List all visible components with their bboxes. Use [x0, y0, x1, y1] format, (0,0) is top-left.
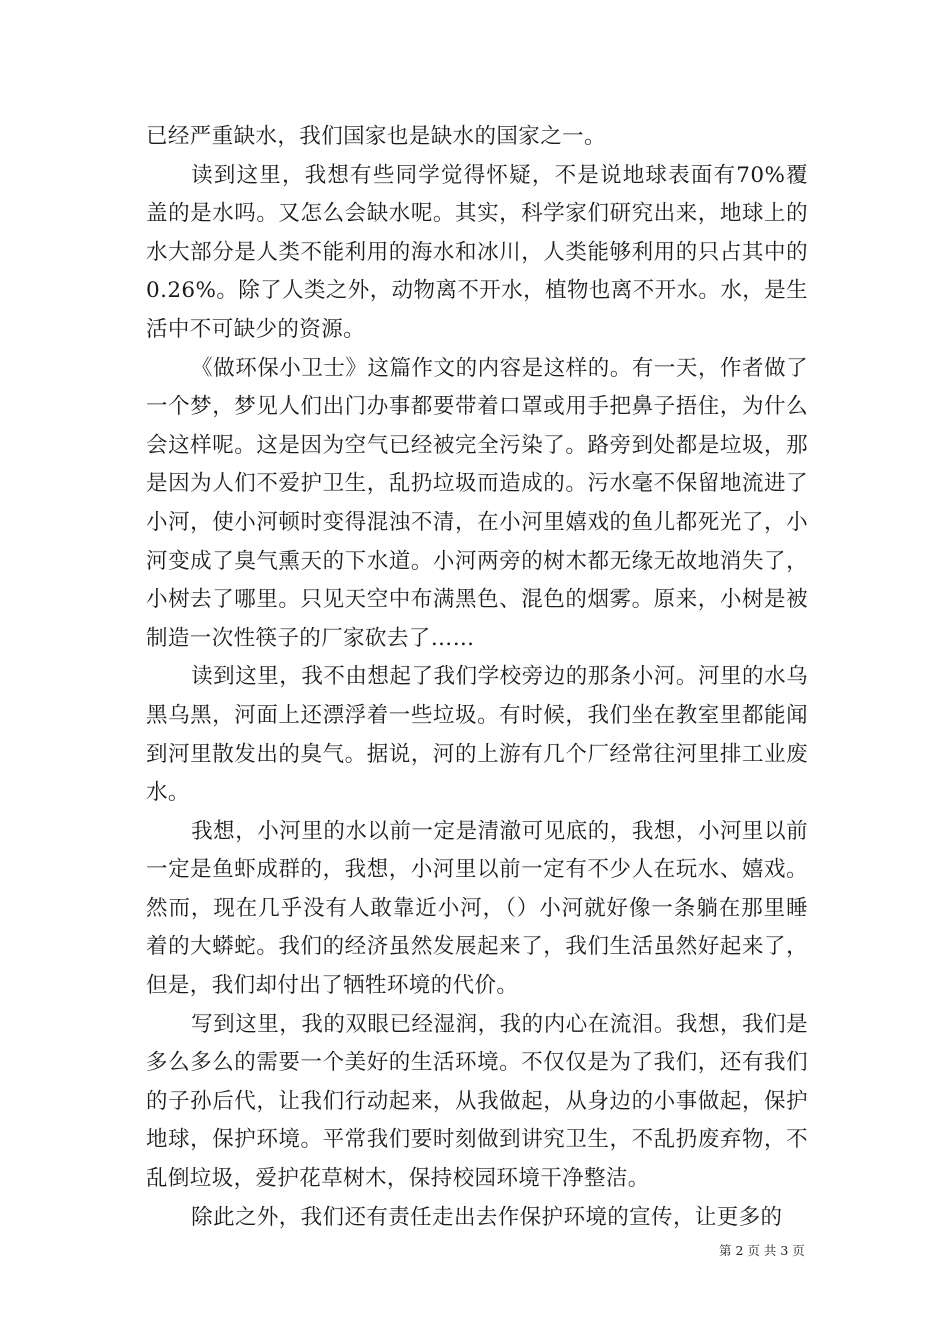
paragraph: 读到这里，我想有些同学觉得怀疑，不是说地球表面有70%覆盖的是水吗。又怎么会缺水呢。其实，科学家们研究出来，地球上的水大部分是人类不能利用的海水和冰川，人类能够利用的只占其中的0.26%。除了人类之外，动物离不开水，植物也离不开水。水，是生活中不可缺少的资源。 [146, 162, 808, 342]
paragraph: 我想，小河里的水以前一定是清澈可见底的，我想，小河里以前一定是鱼虾成群的，我想，小河里以前一定有不少人在玩水、嬉戏。然而，现在几乎没有人敢靠近小河，（）小河就好像一条躺在那里睡着的大蟒蛇。我们的经济虽然发展起来了，我们生活虽然好起来了，但是，我们却付出了牺牲环境的代价。 [146, 818, 808, 999]
paragraph: 写到这里，我的双眼已经湿润，我的内心在流泪。我想，我们是多么多么的需要一个美好的生活环境。不仅仅是为了我们，还有我们的子孙后代，让我们行动起来，从我做起，从身边的小事做起，保护地球，保护环境。平常我们要时刻做到讲究卫生，不乱扔废弃物，不乱倒垃圾，爱护花草树木，保持校园环境干净整洁。 [146, 1011, 808, 1192]
paragraph: 除此之外，我们还有责任走出去作保护环境的宣传，让更多的 [191, 1204, 783, 1230]
paragraph: 《做环保小卫士》这篇作文的内容是这样的。有一天，作者做了一个梦，梦见人们出门办事都要带着口罩或用手把鼻子捂住，为什么会这样呢。这是因为空气已经被完全污染了。路旁到处都是垃圾，那是因为人们不爱护卫生，乱扔垃圾而造成的。污水毫不保留地流进了小河，使小河顿时变得混浊不清，在小河里嬉戏的鱼儿都死光了，小河变成了臭气熏天的下水道。小河两旁的树木都无缘无故地消失了，小树去了哪里。只见天空中布满黑色、混色的烟雾。原来，小树是被制造一次性筷子的厂家砍去了…… [146, 355, 808, 651]
document-body [146, 118, 808, 1237]
paragraph: 读到这里，我不由想起了我们学校旁边的那条小河。河里的水乌黑乌黑，河面上还漂浮着一些垃圾。有时候，我们坐在教室里都能闻到河里散发出的臭气。据说，河的上游有几个厂经常往河里排工业废水。 [146, 664, 808, 806]
paragraph: 已经严重缺水，我们国家也是缺水的国家之一。 [146, 124, 606, 149]
page-number-footer: 第 2 页 共 3 页 [719, 1243, 805, 1258]
